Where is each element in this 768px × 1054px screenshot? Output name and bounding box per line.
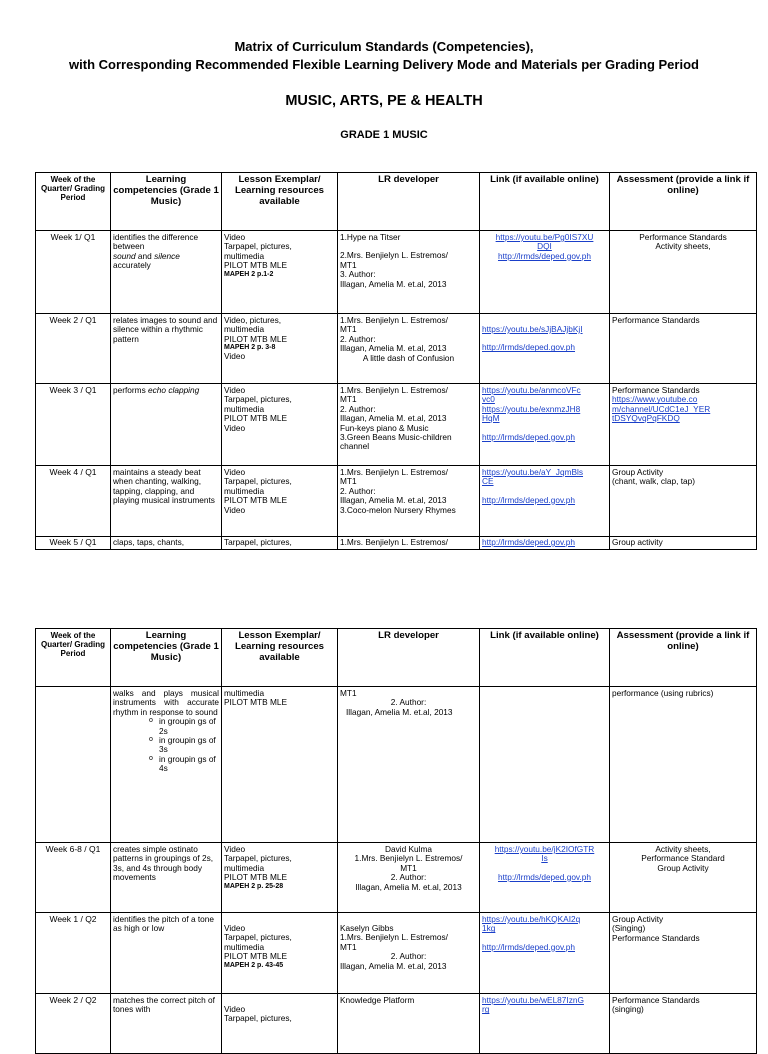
- youtube-link-cont[interactable]: CE: [482, 476, 494, 487]
- lrmds-link[interactable]: http://lrmds/deped.gov.ph: [497, 871, 591, 882]
- assessment-cell: performance (using rubrics): [610, 687, 757, 843]
- youtube-link[interactable]: https://youtu.be/Pg0IS7XU: [495, 232, 594, 242]
- youtube-link-cont[interactable]: Is: [541, 853, 548, 864]
- document-subtitle: with Corresponding Recommended Flexible Learning Delivery Mode and Materials per Grading Period: [69, 57, 699, 72]
- assessment-cell: Activity sheets, Performance Standard Group Activity: [610, 843, 757, 913]
- link-cell: [480, 687, 610, 843]
- lrmds-link[interactable]: http://lrmds/deped.gov.ph: [482, 941, 576, 952]
- header-link: Link (if available online): [480, 629, 610, 687]
- link-cell: [480, 843, 610, 913]
- lrmds-link[interactable]: http://lrmds/deped.gov.ph: [482, 537, 576, 547]
- table-row: [36, 231, 757, 314]
- lrmds-link[interactable]: http://lrmds/deped.gov.ph: [482, 342, 576, 353]
- link-cell: [480, 314, 610, 384]
- youtube-link[interactable]: https://youtu.be/jK2IOfGTR: [494, 844, 595, 854]
- youtube-link[interactable]: https://youtu.be/anmcoVFc: [482, 385, 581, 395]
- channel-link[interactable]: https://www.youtube.co: [612, 394, 698, 405]
- competency-cell: identifies the pitch of a tone as high or low: [111, 913, 222, 994]
- week-cell: Week 4 / Q1: [36, 466, 111, 537]
- week-cell: Week 6-8 / Q1: [36, 843, 111, 913]
- exemplar-cell: Video Tarpapel, pictures, multimedia PILOT MTB MLE MAPEH 2 p. 43-45: [222, 913, 338, 994]
- table-row: [36, 537, 757, 550]
- youtube-link[interactable]: https://youtu.be/wEL87IznG: [482, 995, 584, 1005]
- lrmds-link[interactable]: http://lrmds/deped.gov.ph: [482, 494, 576, 505]
- youtube-link-cont[interactable]: HqM: [482, 413, 500, 424]
- exemplar-cell: Video Tarpapel, pictures, multimedia PILOT MTB MLE Video: [222, 466, 338, 537]
- week-cell: Week 1 / Q2: [36, 913, 111, 994]
- developer-cell: 1.Mrs. Benjielyn L. Estremos/ MT1 2. Author: Illagan, Amelia M. et.al, 2013 Fun-keys piano & Music 3.Green Beans Music-children channel: [338, 384, 480, 466]
- assessment-cell: Performance Standards https://www.youtube.co m/channel/UCdC1eJ_YER tDSYQvqPqFKDQ: [610, 384, 757, 466]
- exemplar-cell: Video Tarpapel, pictures,: [222, 994, 338, 1054]
- developer-cell: MT1 2. Author: Illagan, Amelia M. et.al, 2013: [338, 687, 480, 843]
- table-row: [36, 314, 757, 384]
- grouping-list: [113, 717, 219, 773]
- competency-cell: performs echo clapping: [111, 384, 222, 466]
- exemplar-cell: Video Tarpapel, pictures, multimedia PILOT MTB MLE MAPEH 2 p.1-2: [222, 231, 338, 314]
- youtube-link-cont[interactable]: 1kg: [482, 923, 496, 934]
- developer-cell: 1.Hype na Titser 2.Mrs. Benjielyn L. Estremos/ MT1 3. Author: Illagan, Amelia M. et.al, 2013: [338, 231, 480, 314]
- table-header-row: [36, 173, 757, 231]
- table-row: [36, 843, 757, 913]
- week-cell: Week 2 / Q2: [36, 994, 111, 1054]
- assessment-cell: Performance Standards: [610, 314, 757, 384]
- youtube-link[interactable]: https://youtu.be/exnmzJH8: [482, 403, 581, 414]
- exemplar-cell: multimedia PILOT MTB MLE: [222, 687, 338, 843]
- assessment-cell: Group Activity (chant, walk, clap, tap): [610, 466, 757, 537]
- assessment-cell: Performance Standards Activity sheets,: [610, 231, 757, 314]
- competency-cell: identifies the difference between sound and silence accurately: [111, 231, 222, 314]
- week-cell: Week 5 / Q1: [36, 537, 111, 550]
- grade-heading: GRADE 1 MUSIC: [340, 129, 428, 141]
- subject-heading: MUSIC, ARTS, PE & HEALTH: [285, 93, 483, 109]
- developer-cell: David Kulma 1.Mrs. Benjielyn L. Estremos/ MT1 2. Author: Illagan, Amelia M. et.al, 2013: [338, 843, 480, 913]
- developer-cell: Kaselyn Gibbs 1.Mrs. Benjielyn L. Estremos/ MT1 2. Author: Illagan, Amelia M. et.al, 2013: [338, 913, 480, 994]
- youtube-link-cont[interactable]: vc0: [482, 394, 495, 405]
- lrmds-link[interactable]: http://lrmds/deped.gov.ph: [497, 250, 591, 261]
- week-cell: Week 1/ Q1: [36, 231, 111, 314]
- youtube-link-cont[interactable]: rg: [482, 1004, 490, 1015]
- header-week: Week of the Quarter/ Grading Period: [36, 629, 111, 687]
- youtube-link[interactable]: https://youtu.be/sJjBAJjbKjI: [482, 324, 583, 334]
- assessment-cell: Group activity: [610, 537, 757, 550]
- table-row: [36, 913, 757, 994]
- header-competency: Learning competencies (Grade 1 Music): [111, 629, 222, 687]
- competency-cell: walks and plays musical instruments with accurate rhythm in response to sound o in groupin gs of 2s o in groupin gs of 3s o in groupin gs of 4s: [111, 687, 222, 843]
- lrmds-link[interactable]: http://lrmds/deped.gov.ph: [482, 431, 576, 442]
- table-row: [36, 466, 757, 537]
- list-item: o in groupin gs of 4s: [159, 755, 219, 774]
- link-cell: [480, 537, 610, 550]
- competency-cell: claps, taps, chants,: [111, 537, 222, 550]
- assessment-cell: Group Activity (Singing) Performance Standards: [610, 913, 757, 994]
- youtube-link[interactable]: https://youtu.be/aY_JqmBls: [482, 467, 584, 477]
- table-header-row: [36, 629, 757, 687]
- competency-cell: matches the correct pitch of tones with: [111, 994, 222, 1054]
- developer-cell: 1.Mrs. Benjielyn L. Estremos/: [338, 537, 480, 550]
- exemplar-cell: Video, pictures, multimedia PILOT MTB MLE MAPEH 2 p. 3-8 Video: [222, 314, 338, 384]
- channel-link-cont[interactable]: m/channel/UCdC1eJ_YER: [612, 403, 711, 414]
- developer-cell: 1.Mrs. Benjielyn L. Estremos/ MT1 2. Author: Illagan, Amelia M. et.al, 2013 A little dash of Confusion: [338, 314, 480, 384]
- week-cell: [36, 687, 111, 843]
- exemplar-cell: Video Tarpapel, pictures, multimedia PILOT MTB MLE Video: [222, 384, 338, 466]
- header-week: Week of the Quarter/ Grading Period: [36, 173, 111, 231]
- link-cell: [480, 913, 610, 994]
- header-competency: Learning competencies (Grade 1 Music): [111, 173, 222, 231]
- assessment-cell: Performance Standards (singing): [610, 994, 757, 1054]
- week-cell: Week 3 / Q1: [36, 384, 111, 466]
- document-title: Matrix of Curriculum Standards (Competencies),: [234, 39, 534, 54]
- header-assessment: Assessment (provide a link if online): [610, 629, 757, 687]
- week-cell: Week 2 / Q1: [36, 314, 111, 384]
- competency-cell: relates images to sound and silence within a rhythmic pattern: [111, 314, 222, 384]
- table-row: [36, 687, 757, 843]
- list-item: o in groupin gs of 3s: [159, 736, 219, 755]
- link-cell: [480, 466, 610, 537]
- competency-cell: creates simple ostinato patterns in groupings of 2s, 3s, and 4s through body movements: [111, 843, 222, 913]
- table-row: [36, 384, 757, 466]
- exemplar-cell: Video Tarpapel, pictures, multimedia PILOT MTB MLE MAPEH 2 p. 25-28: [222, 843, 338, 913]
- list-item: o in groupin gs of 2s: [159, 717, 219, 736]
- curriculum-matrix-table-1: [35, 172, 757, 550]
- link-cell: [480, 231, 610, 314]
- link-cell: [480, 384, 610, 466]
- channel-link-cont[interactable]: tDSYQvqPqFKDQ: [612, 413, 680, 424]
- youtube-link-cont[interactable]: DQI: [537, 241, 552, 252]
- youtube-link[interactable]: https://youtu.be/hKQKAI2q: [482, 914, 581, 924]
- developer-cell: 1.Mrs. Benjielyn L. Estremos/ MT1 2. Author: Illagan, Amelia M. et.al, 2013 3.Coco-melon Nursery Rhymes: [338, 466, 480, 537]
- header-exemplar: Lesson Exemplar/ Learning resources available: [222, 173, 338, 231]
- header-developer: LR developer: [338, 629, 480, 687]
- developer-cell: Knowledge Platform: [338, 994, 480, 1054]
- header-exemplar: Lesson Exemplar/ Learning resources available: [222, 629, 338, 687]
- header-assessment: Assessment (provide a link if online): [610, 173, 757, 231]
- header-developer: LR developer: [338, 173, 480, 231]
- curriculum-matrix-table-2: [35, 628, 757, 1054]
- competency-cell: maintains a steady beat when chanting, walking, tapping, clapping, and playing musical instruments: [111, 466, 222, 537]
- exemplar-cell: Tarpapel, pictures,: [222, 537, 338, 550]
- header-link: Link (if available online): [480, 173, 610, 231]
